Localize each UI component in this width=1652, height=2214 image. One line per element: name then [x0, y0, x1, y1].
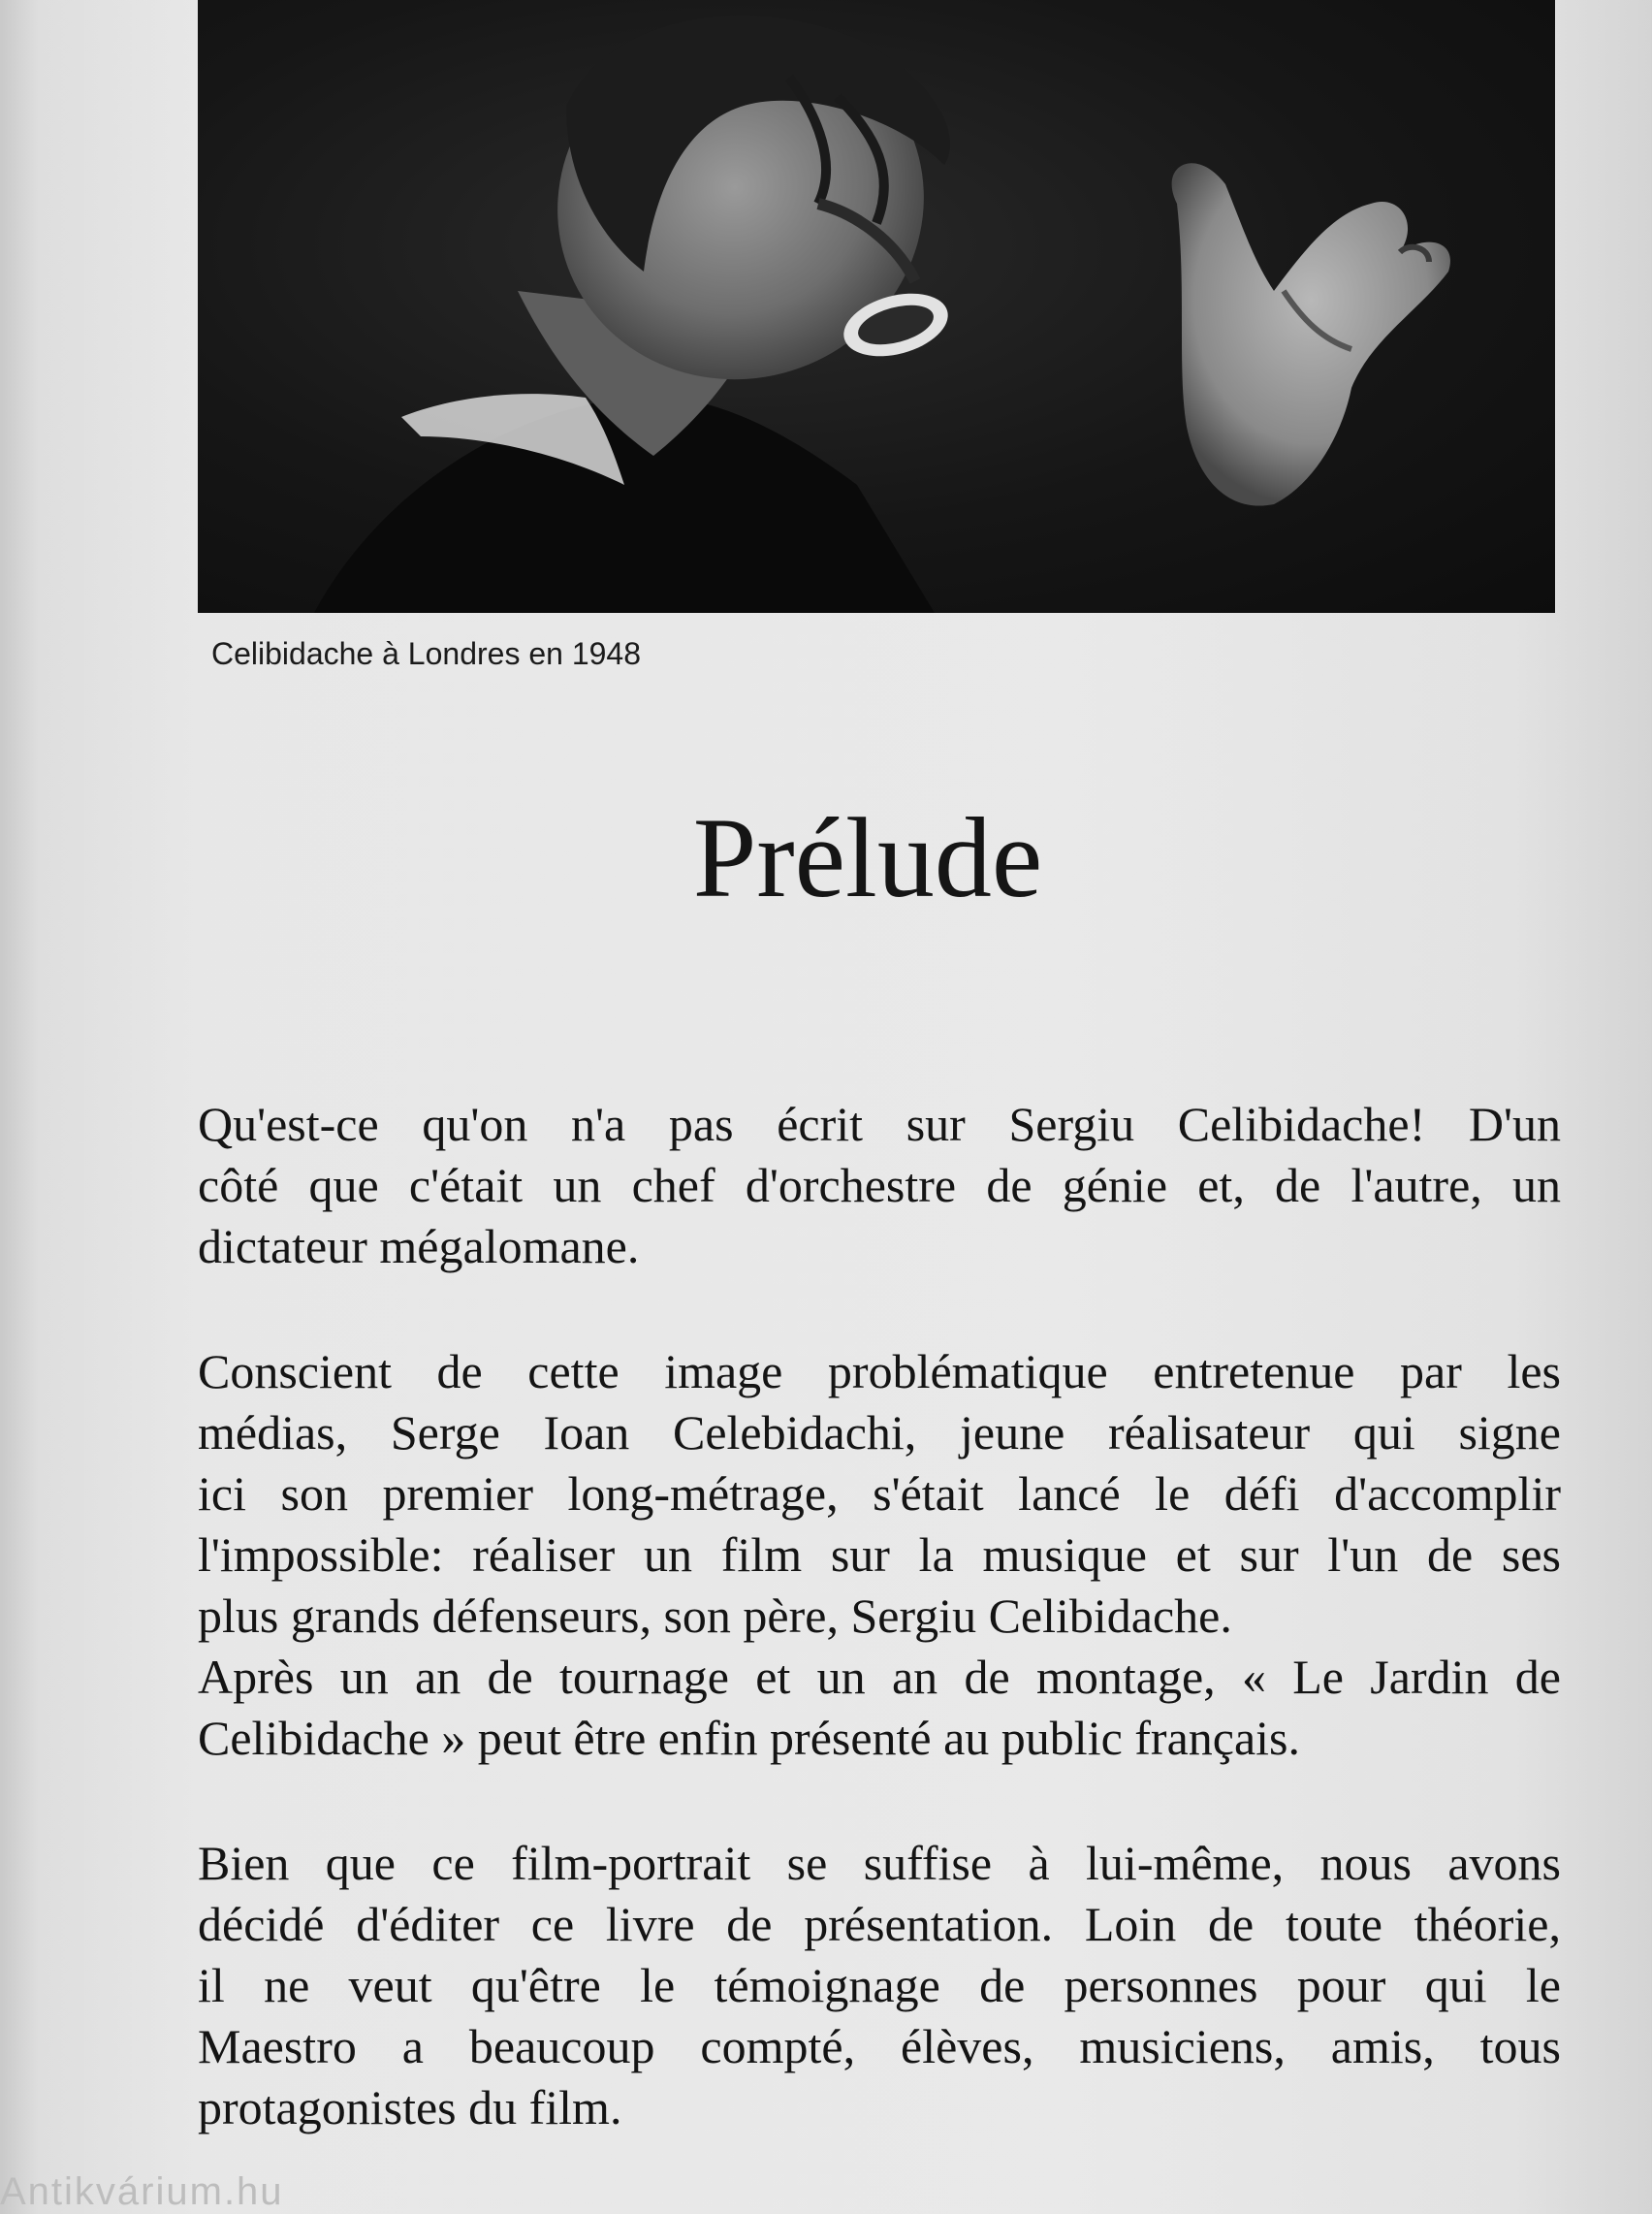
- text-line: Bien que ce film-portrait se suffise à lui-même, nous avons: [198, 1836, 1561, 1890]
- photo-caption: Celibidache à Londres en 1948: [211, 636, 641, 671]
- text-line: Celibidache » peut être enfin présenté au public français.: [198, 1711, 1301, 1765]
- body-text: [198, 1094, 1561, 2202]
- text-line: Qu'est-ce qu'on n'a pas écrit sur Sergiu Celibidache! D'un: [198, 1097, 1561, 1151]
- text-line: décidé d'éditer ce livre de présentation. Loin de toute théorie,: [198, 1897, 1561, 1951]
- text-line: l'impossible: réaliser un film sur la musique et sur l'un de ses: [198, 1527, 1561, 1582]
- text-line: Maestro a beaucoup compté, élèves, musiciens, amis, tous: [198, 2019, 1561, 2073]
- text-line: il ne veut qu'être le témoignage de personnes pour qui le: [198, 1958, 1561, 2012]
- page-title: Prélude: [692, 794, 1043, 921]
- text-line: dictateur mégalomane.: [198, 1219, 640, 1273]
- text-line: protagonistes du film.: [198, 2080, 622, 2134]
- paragraph-2: [198, 1341, 1561, 1769]
- text-line: ici son premier long-métrage, s'était lancé le défi d'accomplir: [198, 1466, 1561, 1521]
- paragraph-1: [198, 1094, 1561, 1277]
- text-line: plus grands défenseurs, son père, Sergiu Celibidache.: [198, 1588, 1232, 1643]
- text-line: médias, Serge Ioan Celebidachi, jeune réalisateur qui signe: [198, 1405, 1561, 1460]
- conductor-photo: [198, 0, 1555, 613]
- watermark: Antikvárium.hu: [0, 2170, 284, 2213]
- text-line: Après un an de tournage et un an de montage, « Le Jardin de: [198, 1650, 1561, 1704]
- conductor-portrait-icon: [198, 0, 1555, 613]
- text-line: côté que c'était un chef d'orchestre de génie et, de l'autre, un: [198, 1158, 1561, 1212]
- paragraph-3: [198, 1833, 1561, 2138]
- text-line: Conscient de cette image problématique entretenue par les: [198, 1344, 1561, 1398]
